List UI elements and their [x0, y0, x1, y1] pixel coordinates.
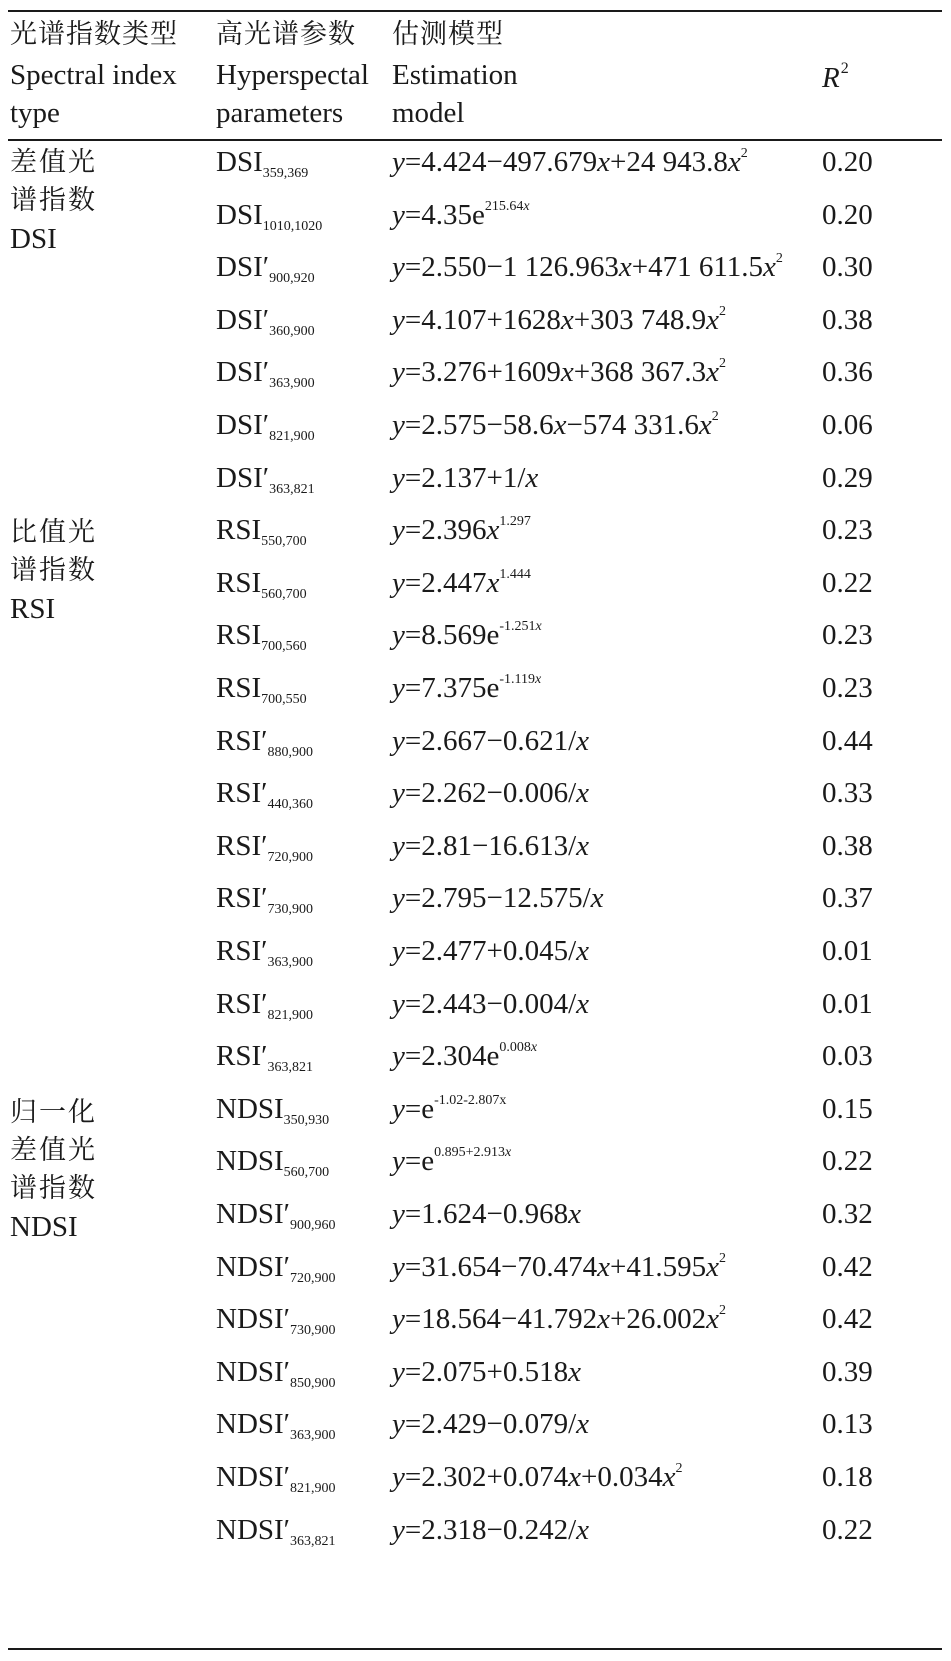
- table-row: [0, 251, 951, 304]
- hyperspectral-parameter: [216, 356, 315, 392]
- parameter-subscript: 730,900: [267, 902, 313, 918]
- r2-value: 0.01: [822, 935, 873, 967]
- r2-value: 0.38: [822, 829, 873, 862]
- r2-value: 0.01: [822, 987, 873, 1020]
- parameter-base: NDSI′: [216, 1250, 291, 1283]
- hyperspectral-parameter: [216, 146, 308, 182]
- table-row: [0, 567, 951, 620]
- table-row: [0, 1145, 951, 1198]
- estimation-model: y=3.276+1609x+368 $367.3x^2$: [392, 356, 726, 389]
- parameter-base: RSI′: [216, 1040, 268, 1073]
- r2-value: 0.20: [822, 198, 873, 231]
- header-col2-zh: 高光谱参数: [216, 19, 356, 50]
- hyperspectral-parameter: [216, 409, 315, 445]
- parameter-subscript: 821,900: [269, 429, 315, 444]
- header-col2-en1: Hyperspectal: [216, 59, 369, 91]
- header-r2-symbol: R: [822, 62, 840, 94]
- parameter-base: DSI′: [216, 251, 270, 284]
- estimation-model: y=2.137+1/x: [392, 461, 539, 494]
- hyperspectral-parameter: [216, 777, 313, 813]
- table-row: [0, 988, 951, 1041]
- parameter-base: DSI′: [216, 409, 270, 441]
- estimation-model: y=2.262−0.006/x: [392, 777, 590, 810]
- parameter-base: NDSI′: [216, 1513, 291, 1546]
- table-bottom-rule: [8, 1648, 942, 1650]
- parameter-base: RSI′: [216, 987, 268, 1020]
- parameter-subscript: 850,900: [290, 1375, 336, 1391]
- table-row: [0, 672, 951, 725]
- estimation-model: y=4.424−497.679x+24 $943.8x^2$: [392, 146, 748, 178]
- parameter-subscript: 560,700: [261, 586, 307, 602]
- estimation-model: y=2.81−16.613/x: [392, 829, 590, 862]
- estimation-model: $y=18.564-41.792x+26.002x^2$: [392, 1303, 726, 1336]
- parameter-subscript: 1010,1020: [262, 218, 323, 234]
- r2-value: 0.29: [822, 461, 873, 494]
- group-ndsi-en: NDSI: [10, 1211, 78, 1243]
- hyperspectral-parameter: [216, 462, 315, 498]
- group-ndsi-zh1: 归一化: [10, 1097, 97, 1128]
- header-col1-zh: 光谱指数类型: [10, 19, 178, 50]
- parameter-subscript: 730,900: [290, 1323, 336, 1339]
- header-r2-sup: 2: [840, 60, 849, 77]
- header-col3-en2: model: [392, 97, 465, 129]
- parameter-base: NDSI′: [216, 1408, 291, 1441]
- estimation-model: y=2.429−0.079/x: [392, 1408, 590, 1441]
- estimation-model: $y=2.304e^{0.008x}$: [392, 1040, 538, 1073]
- table-top-rule: [8, 10, 942, 12]
- estimation-model: $y=2.396x^{1.297}$: [392, 514, 531, 547]
- estimation-model: y=1.624−0.968x: [392, 1198, 581, 1230]
- r2-value: 0.23: [822, 619, 873, 652]
- header-col3-en1: Estimation: [392, 59, 518, 91]
- r2-value: 0.32: [822, 1198, 873, 1230]
- parameter-base: NDSI′: [216, 1198, 291, 1230]
- parameter-base: RSI′: [216, 777, 268, 810]
- table-row: [0, 409, 951, 462]
- hyperspectral-parameter: [216, 619, 307, 655]
- r2-value: 0.20: [822, 146, 873, 178]
- hyperspectral-parameter: [216, 1356, 336, 1392]
- estimation-model: y=2.667−0.621/x: [392, 724, 590, 757]
- table-row: [0, 1198, 951, 1251]
- r2-value: 0.39: [822, 1355, 873, 1388]
- parameter-base: DSI′: [216, 461, 270, 494]
- parameter-base: DSI: [216, 146, 263, 178]
- parameter-subscript: 821,900: [267, 1007, 313, 1023]
- hyperspectral-parameter: [216, 1461, 336, 1497]
- r2-value: 0.22: [822, 1145, 873, 1178]
- group-dsi-en: DSI: [10, 223, 57, 255]
- estimation-model: $y=e^{-1.02-2.807x}$: [392, 1092, 507, 1125]
- table-row: [0, 882, 951, 935]
- parameter-subscript: 821,900: [290, 1481, 336, 1496]
- hyperspectral-parameter: [216, 199, 322, 235]
- table-row: [0, 1251, 951, 1304]
- r2-value: 0.42: [822, 1250, 873, 1283]
- estimation-model: y=2.575−58.6x−574 $331.6x^2$: [392, 409, 719, 441]
- r2-value: 0.13: [822, 1408, 873, 1441]
- table-row: [0, 1408, 951, 1461]
- parameter-subscript: 363,821: [290, 1533, 336, 1549]
- parameter-subscript: 363,900: [269, 376, 315, 392]
- table-row: [0, 1514, 951, 1567]
- estimation-model: y=2.795−12.575/x: [392, 882, 604, 915]
- estimation-model: y=2.075+0.518x: [392, 1355, 581, 1388]
- table-row: [0, 1040, 951, 1093]
- group-ndsi-zh2: 差值光: [10, 1135, 97, 1166]
- parameter-base: DSI: [216, 198, 263, 231]
- group-dsi-zh1: 差值光: [10, 147, 97, 178]
- parameter-subscript: 350,930: [283, 1112, 330, 1128]
- table-row: [0, 935, 951, 988]
- r2-value: 0.03: [822, 1040, 873, 1073]
- parameter-base: RSI: [216, 672, 262, 704]
- r2-value: 0.23: [822, 514, 873, 547]
- estimation-model: y=4.107+1628x+303 $748.9x^2$: [392, 303, 726, 336]
- parameter-subscript: 363,821: [269, 481, 315, 497]
- r2-value: 0.42: [822, 1303, 873, 1336]
- parameter-subscript: 359,369: [262, 166, 309, 181]
- table-row: [0, 725, 951, 778]
- table-row: [0, 830, 951, 883]
- estimation-model: $y=7.375e^{-1.119x}$: [392, 672, 542, 704]
- estimation-model: y=2.318−0.242/x: [392, 1513, 590, 1546]
- table-row: [0, 777, 951, 830]
- parameter-subscript: 363,821: [267, 1060, 313, 1076]
- parameter-base: RSI′: [216, 882, 268, 915]
- table-row: [0, 1093, 951, 1146]
- parameter-base: RSI: [216, 566, 262, 599]
- table-row: [0, 619, 951, 672]
- table-row: [0, 462, 951, 515]
- estimation-model: $y=4.35e^{215.64x}$: [392, 198, 530, 231]
- header-r2: [822, 60, 849, 95]
- hyperspectral-parameter: [216, 1303, 336, 1339]
- hyperspectral-parameter: [216, 251, 315, 287]
- estimation-model: $y=2.302+0.074x+0.034x^2$: [392, 1461, 683, 1493]
- hyperspectral-parameter: [216, 1093, 329, 1129]
- hyperspectral-parameter: [216, 988, 313, 1024]
- hyperspectral-parameter: [216, 1251, 336, 1287]
- estimation-model: $y=31.654-70.474x+41.595x^2$: [392, 1250, 726, 1283]
- hyperspectral-parameter: [216, 1408, 336, 1444]
- hyperspectral-parameter: [216, 567, 307, 603]
- parameter-base: RSI: [216, 619, 262, 652]
- estimation-model: y=2.443−0.004/x: [392, 987, 590, 1020]
- r2-value: 0.37: [822, 882, 873, 915]
- parameter-subscript: 363,900: [267, 955, 313, 970]
- hyperspectral-parameter: [216, 514, 307, 550]
- estimation-model: $y=8.569e^{-1.251x}$: [392, 619, 542, 652]
- parameter-subscript: 360,900: [269, 323, 315, 339]
- parameter-subscript: 363,900: [290, 1428, 336, 1444]
- hyperspectral-parameter: [216, 1040, 313, 1076]
- parameter-subscript: 880,900: [267, 744, 313, 760]
- hyperspectral-parameter: [216, 830, 313, 866]
- estimation-model: $y=e^{0.895+2.913x}$: [392, 1145, 512, 1178]
- group-rsi-en: RSI: [10, 593, 56, 625]
- hyperspectral-parameter: [216, 1514, 336, 1550]
- hyperspectral-parameter: [216, 725, 313, 761]
- r2-value: 0.33: [822, 777, 873, 810]
- parameter-subscript: 720,900: [267, 849, 313, 865]
- r2-value: 0.18: [822, 1461, 873, 1493]
- group-rsi-zh1: 比值光: [10, 517, 97, 548]
- parameter-subscript: 900,920: [269, 271, 315, 287]
- parameter-base: RSI: [216, 514, 262, 547]
- table-row: [0, 199, 951, 252]
- r2-value: 0.23: [822, 672, 873, 704]
- r2-value: 0.22: [822, 1513, 873, 1546]
- group-dsi-zh2: 谱指数: [10, 185, 97, 216]
- r2-value: 0.36: [822, 356, 873, 389]
- r2-value: 0.38: [822, 303, 873, 336]
- parameter-subscript: 720,900: [290, 1270, 336, 1286]
- r2-value: 0.06: [822, 409, 873, 441]
- parameter-subscript: 550,700: [261, 534, 307, 550]
- parameter-base: RSI′: [216, 935, 268, 967]
- group-rsi-zh2: 谱指数: [10, 555, 97, 586]
- header-col3-zh: 估测模型: [392, 19, 504, 50]
- parameter-subscript: 700,550: [261, 692, 307, 707]
- table-row: [0, 514, 951, 567]
- r2-value: 0.22: [822, 566, 873, 599]
- parameter-subscript: 900,960: [290, 1218, 336, 1233]
- hyperspectral-parameter: [216, 1198, 336, 1234]
- parameter-base: NDSI: [216, 1145, 284, 1178]
- parameter-base: NDSI′: [216, 1355, 291, 1388]
- estimation-model: y=2.550−1 126.963x+471 $611.5x^2$: [392, 251, 783, 284]
- parameter-subscript: 560,700: [283, 1165, 330, 1181]
- table-row: [0, 1461, 951, 1514]
- table-row: [0, 1356, 951, 1409]
- r2-value: 0.44: [822, 724, 873, 757]
- estimation-model: $y=2.447x^{1.444}$: [392, 566, 531, 599]
- hyperspectral-parameter: [216, 304, 315, 340]
- parameter-base: NDSI′: [216, 1303, 291, 1336]
- parameter-base: DSI′: [216, 356, 270, 389]
- r2-value: 0.30: [822, 251, 873, 284]
- r2-value: 0.15: [822, 1092, 873, 1125]
- hyperspectral-parameter: [216, 882, 313, 918]
- parameter-base: NDSI: [216, 1092, 284, 1125]
- hyperspectral-parameter: [216, 935, 313, 971]
- group-ndsi-zh3: 谱指数: [10, 1173, 97, 1204]
- table-header-rule: [8, 139, 942, 141]
- parameter-base: RSI′: [216, 829, 268, 862]
- parameter-base: RSI′: [216, 724, 268, 757]
- table-row: [0, 356, 951, 409]
- hyperspectral-parameter: [216, 672, 307, 708]
- estimation-model: y=2.477+0.045/x: [392, 935, 590, 967]
- table-row: [0, 146, 951, 199]
- header-col2-en2: parameters: [216, 97, 344, 129]
- header-col1-en1: Spectral index: [10, 59, 177, 91]
- header-col1-en2: type: [10, 97, 60, 129]
- parameter-base: DSI′: [216, 303, 270, 336]
- parameter-base: NDSI′: [216, 1461, 291, 1493]
- hyperspectral-parameter: [216, 1145, 329, 1181]
- parameter-subscript: 440,360: [267, 797, 313, 813]
- table-row: [0, 304, 951, 357]
- table-row: [0, 1303, 951, 1356]
- parameter-subscript: 700,560: [261, 639, 307, 655]
